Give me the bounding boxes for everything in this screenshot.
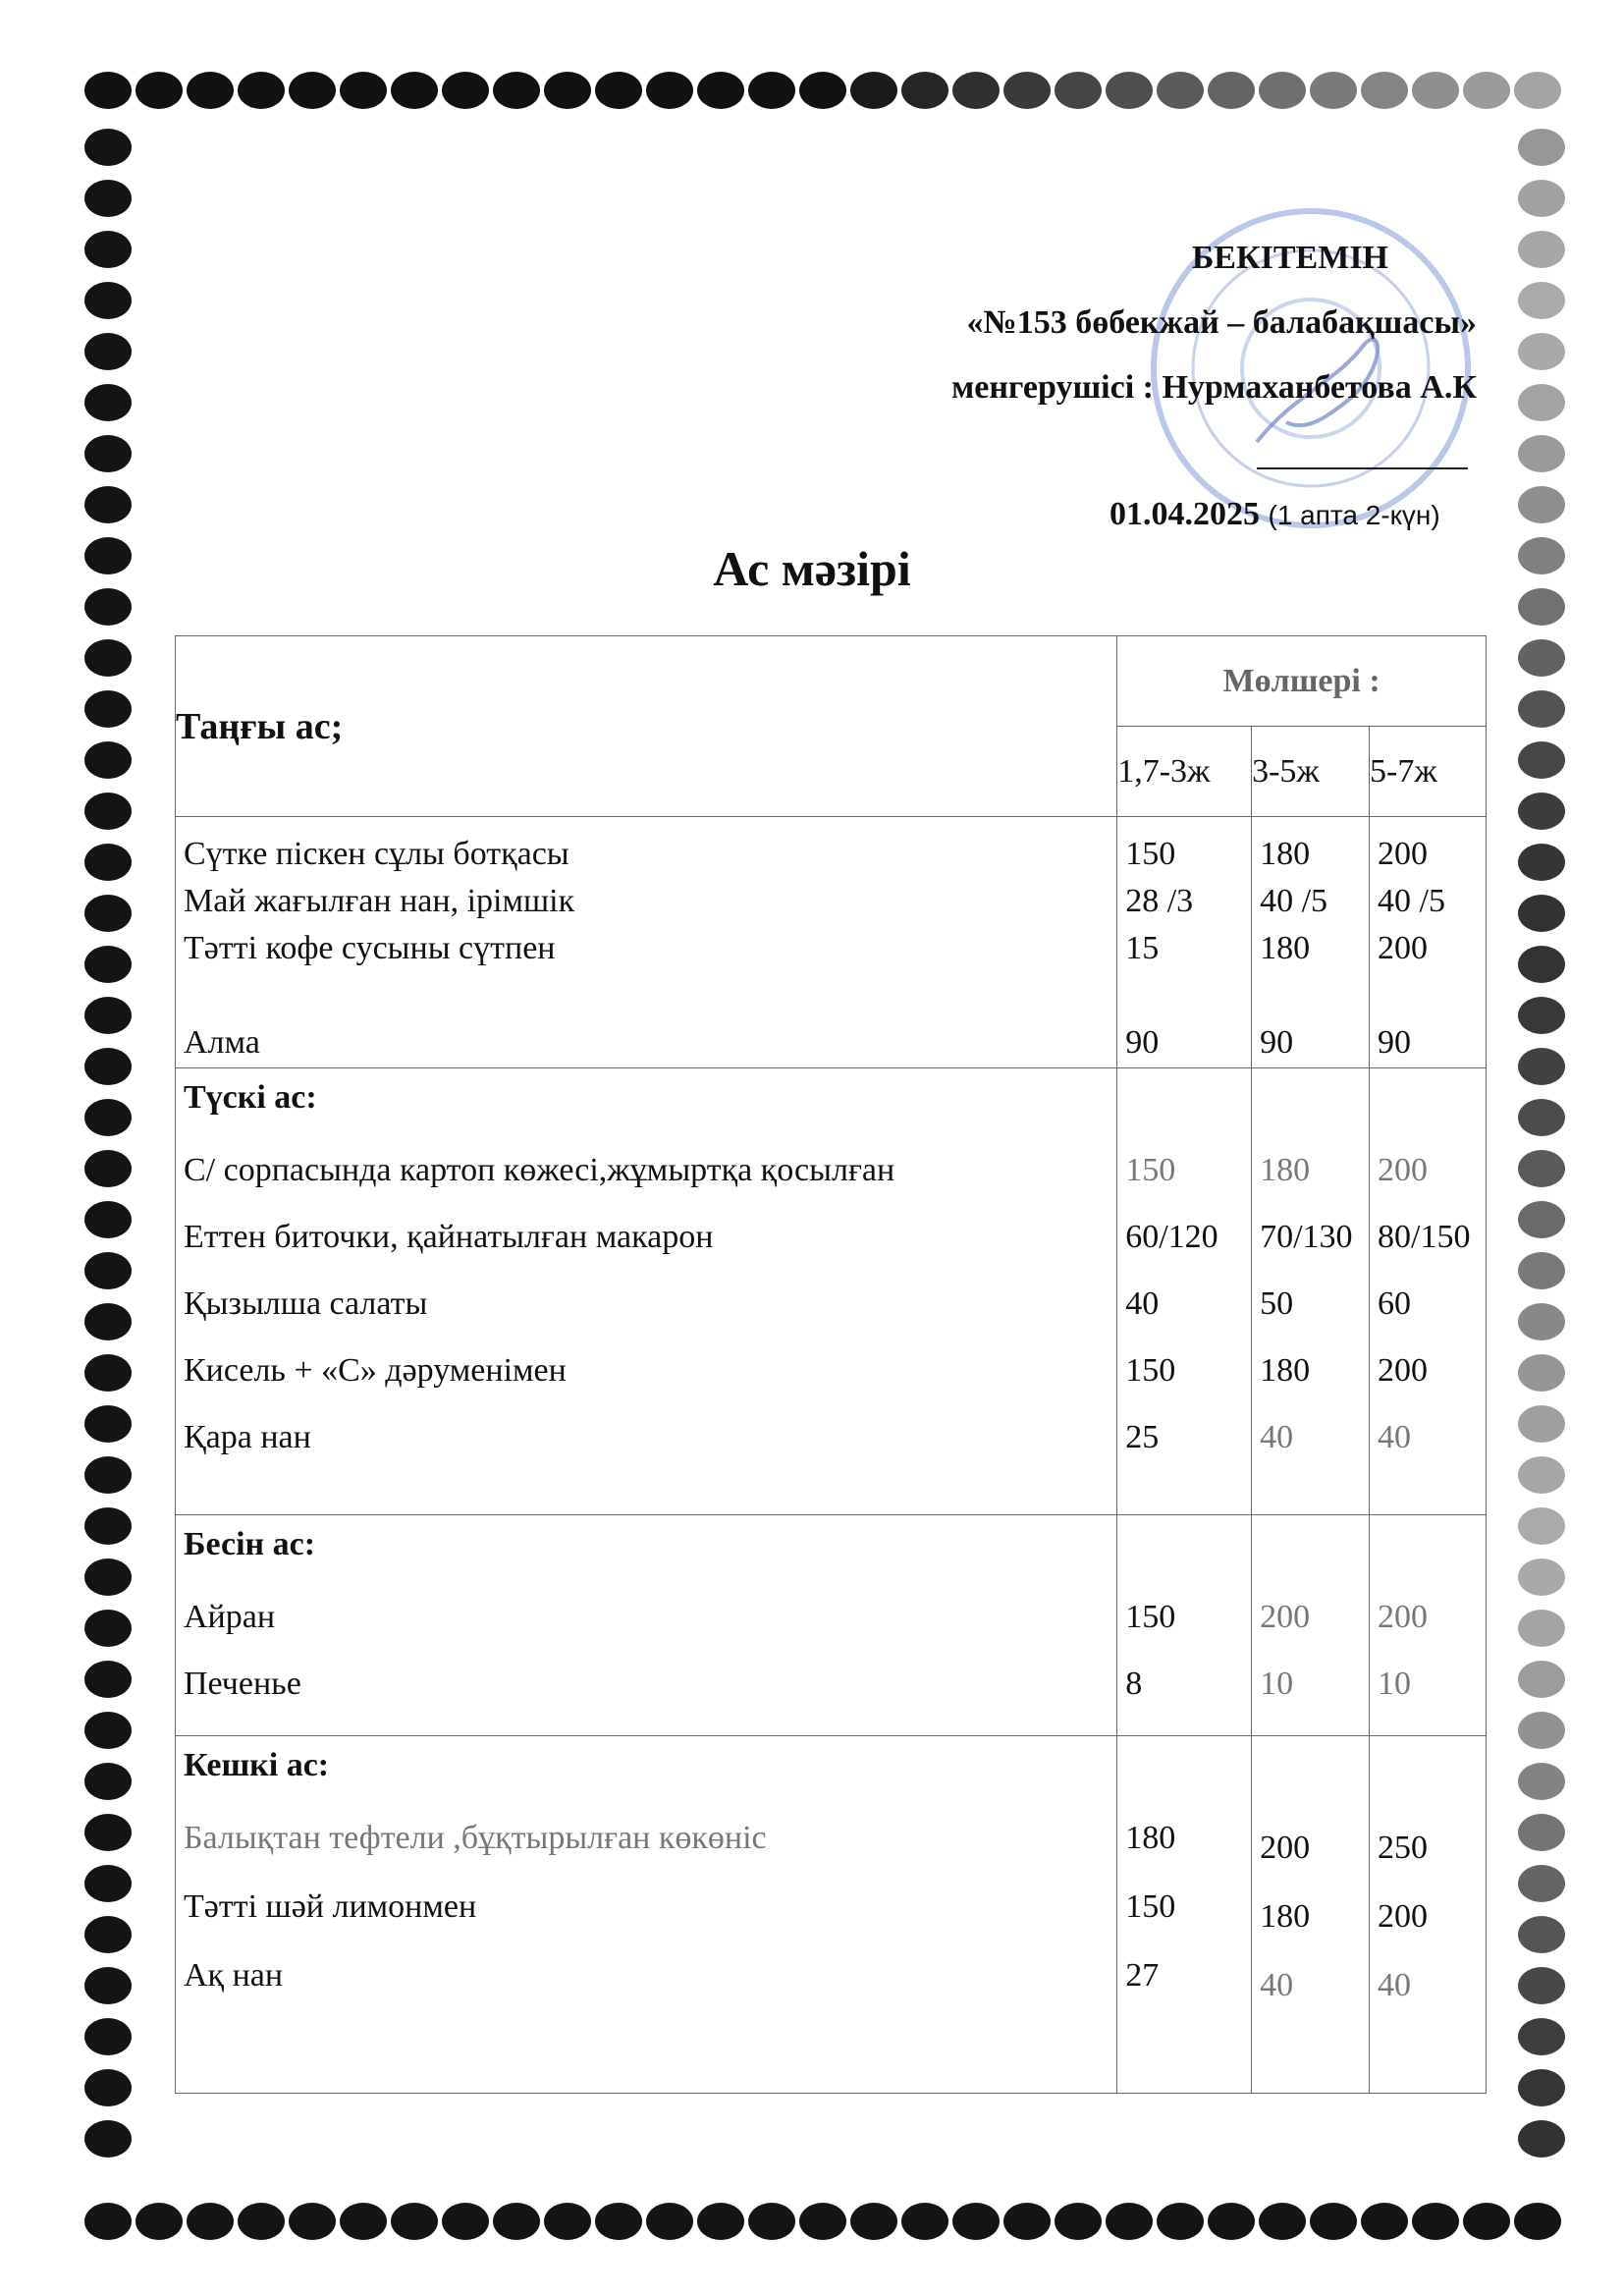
amount-cell: 200	[1378, 1352, 1429, 1389]
age-col-2: 3-5ж	[1252, 727, 1370, 817]
border-bead	[1259, 2203, 1306, 2240]
border-bead	[84, 1814, 132, 1851]
amount-cell: 25	[1125, 1419, 1160, 1455]
border-bead	[1518, 231, 1565, 268]
border-bead	[1518, 1201, 1565, 1238]
border-bead	[84, 844, 132, 881]
border-bead	[84, 1099, 132, 1136]
amount-cell: 60/120	[1125, 1219, 1218, 1255]
amount-cell: 10	[1260, 1666, 1294, 1702]
list-item: Печенье	[184, 1666, 301, 1702]
border-bead	[1361, 2203, 1408, 2240]
border-bead	[1518, 997, 1565, 1034]
snack-names	[176, 1515, 1117, 1736]
border-bead	[187, 72, 234, 109]
border-bead	[84, 129, 132, 166]
border-bead	[1412, 72, 1459, 109]
approval-date	[1110, 496, 1440, 533]
amount-cell: 200	[1378, 1599, 1429, 1635]
border-bead	[84, 1456, 132, 1494]
border-bead	[84, 1405, 132, 1443]
lunch-col-3	[1370, 1068, 1487, 1515]
list-item: Қызылша салаты	[184, 1285, 428, 1322]
border-bead	[84, 180, 132, 217]
list-item: Кисель + «С» дәруменімен	[184, 1352, 567, 1389]
amount-cell: 40	[1125, 1285, 1160, 1322]
amount-cell: 15	[1125, 930, 1160, 966]
border-bead	[187, 2203, 234, 2240]
amount-cell: 50	[1260, 1285, 1294, 1322]
amount-cell: 180	[1260, 930, 1311, 966]
border-bead	[84, 282, 132, 319]
border-bead	[289, 72, 336, 109]
border-bead	[84, 1150, 132, 1187]
border-bead	[84, 1865, 132, 1902]
border-bead	[84, 384, 132, 421]
border-bead	[84, 1252, 132, 1289]
amount-cell: 10	[1378, 1666, 1412, 1702]
breakfast-col-2	[1252, 817, 1370, 1068]
border-bead	[850, 2203, 897, 2240]
amount-cell: 40	[1260, 1419, 1294, 1455]
border-bead	[442, 72, 489, 109]
amount-cell: 200	[1260, 1599, 1311, 1635]
border-bead	[697, 72, 744, 109]
head-name: менгерушісі : Нурмаханбетова А.К	[951, 369, 1477, 406]
border-bead	[1208, 72, 1255, 109]
border-bead	[544, 72, 591, 109]
border-bead	[595, 2203, 642, 2240]
list-item: Алма	[184, 1024, 260, 1061]
border-bead	[1518, 895, 1565, 932]
page-title: Ас мәзірі	[713, 541, 911, 596]
border-bead	[84, 72, 132, 109]
border-bead	[84, 639, 132, 677]
border-bead	[84, 690, 132, 728]
border-bead	[952, 2203, 1000, 2240]
border-bead	[135, 2203, 183, 2240]
amount-cell: 60	[1378, 1285, 1412, 1322]
dinner-col-2	[1252, 1736, 1370, 2094]
border-bead	[1157, 2203, 1204, 2240]
list-item: Айран	[184, 1599, 276, 1635]
dinner-col-3	[1370, 1736, 1487, 2094]
border-bead	[84, 1558, 132, 1596]
border-bead	[493, 2203, 540, 2240]
border-bead	[84, 793, 132, 830]
border-bead	[901, 72, 948, 109]
amount-cell: 180	[1125, 1820, 1176, 1856]
amount-cell: 180	[1260, 1152, 1311, 1188]
amount-cell: 80/150	[1378, 1219, 1471, 1255]
border-bead	[1518, 844, 1565, 881]
amount-cell: 200	[1378, 1152, 1429, 1188]
amount-cell: 150	[1125, 1352, 1176, 1389]
lunch-names	[176, 1068, 1117, 1515]
age-col-3: 5-7ж	[1370, 727, 1487, 817]
border-bead	[84, 1610, 132, 1647]
border-bead	[646, 72, 693, 109]
border-bead	[238, 2203, 285, 2240]
border-bead	[1518, 435, 1565, 472]
list-item: Еттен биточки, қайнатылған макарон	[184, 1219, 714, 1255]
border-bead	[1518, 1763, 1565, 1800]
amount-cell: 200	[1378, 930, 1429, 966]
breakfast-col-1	[1117, 817, 1252, 1068]
border-bead	[1518, 1354, 1565, 1392]
border-bead	[84, 231, 132, 268]
border-bead	[1518, 1303, 1565, 1340]
list-item: Май жағылған нан, ірімшік	[184, 883, 575, 919]
border-bead	[84, 1303, 132, 1340]
border-bead	[84, 1201, 132, 1238]
snack-title: Бесін ас:	[184, 1526, 316, 1562]
list-item: С/ сорпасында картоп көжесі,жұмыртқа қосылған	[184, 1152, 895, 1188]
border-bead	[1518, 1661, 1565, 1698]
amount-cell: 90	[1260, 1024, 1294, 1061]
border-bead	[850, 72, 897, 109]
border-bead	[391, 72, 438, 109]
border-bead	[1208, 2203, 1255, 2240]
border-bead	[901, 2203, 948, 2240]
amount-cell: 40	[1378, 1967, 1412, 2003]
border-bead	[1518, 793, 1565, 830]
list-item: Ақ нан	[184, 1957, 284, 1994]
border-bead	[84, 1967, 132, 2004]
border-bead	[84, 895, 132, 932]
border-bead	[952, 72, 1000, 109]
amount-cell: 40	[1260, 1967, 1294, 2003]
border-bead	[1518, 1712, 1565, 1749]
list-item: Қара нан	[184, 1419, 311, 1455]
amount-cell: 150	[1125, 1888, 1176, 1925]
border-bead	[1518, 129, 1565, 166]
border-bead	[84, 1712, 132, 1749]
border-bead	[748, 2203, 795, 2240]
border-bead	[84, 2203, 132, 2240]
breakfast-title: Таңғы ас;	[176, 636, 1117, 817]
lunch-title: Түскі ас:	[184, 1079, 317, 1116]
amount-cell: 70/130	[1260, 1219, 1353, 1255]
amount-cell: 180	[1260, 836, 1311, 872]
border-bead	[84, 2120, 132, 2158]
border-bead	[84, 1661, 132, 1698]
border-bead	[1518, 946, 1565, 983]
dinner-col-1	[1117, 1736, 1252, 2094]
border-bead	[1514, 72, 1561, 109]
border-bead	[1259, 72, 1306, 109]
menu-table	[175, 635, 1487, 2094]
border-bead	[1514, 2203, 1561, 2240]
border-bead	[84, 435, 132, 472]
signature-line	[1257, 467, 1468, 469]
border-bead	[1361, 72, 1408, 109]
border-bead	[84, 1048, 132, 1085]
date-value: 01.04.2025	[1110, 496, 1260, 532]
border-bead	[1518, 1252, 1565, 1289]
breakfast-col-3	[1370, 817, 1487, 1068]
dinner-title: Кешкі ас:	[184, 1747, 330, 1783]
border-bead	[1463, 2203, 1510, 2240]
border-bead	[697, 2203, 744, 2240]
border-bead	[595, 72, 642, 109]
border-bead	[238, 72, 285, 109]
border-bead	[1463, 72, 1510, 109]
amount-cell: 180	[1260, 1898, 1311, 1935]
border-bead	[799, 2203, 846, 2240]
border-bead	[1518, 282, 1565, 319]
border-bead	[135, 72, 183, 109]
border-bead	[391, 2203, 438, 2240]
border-bead	[1055, 72, 1102, 109]
border-bead	[84, 333, 132, 370]
amount-cell: 90	[1125, 1024, 1160, 1061]
border-bead	[1518, 1865, 1565, 1902]
border-bead	[1518, 1150, 1565, 1187]
amount-cell: 40 /5	[1378, 883, 1445, 919]
border-bead	[1518, 1916, 1565, 1953]
border-bead	[1518, 333, 1565, 370]
border-bead	[1518, 486, 1565, 523]
border-bead	[1518, 1967, 1565, 2004]
border-bead	[1157, 72, 1204, 109]
border-bead	[1518, 1814, 1565, 1851]
amount-cell: 28 /3	[1125, 883, 1194, 919]
border-bead	[84, 2069, 132, 2106]
approval-block	[951, 226, 1477, 420]
lunch-col-2	[1252, 1068, 1370, 1515]
border-bead	[84, 1916, 132, 1953]
snack-col-2	[1252, 1515, 1370, 1736]
border-bead	[84, 486, 132, 523]
border-bead	[799, 72, 846, 109]
amount-cell: 200	[1378, 1898, 1429, 1935]
border-bead	[1518, 1099, 1565, 1136]
amount-cell: 200	[1378, 836, 1429, 872]
border-bead	[1518, 741, 1565, 779]
institution-name: «№153 бөбекжай – балабақшасы»	[966, 304, 1477, 341]
border-bead	[1106, 72, 1153, 109]
snack-col-1	[1117, 1515, 1252, 1736]
border-bead	[646, 2203, 693, 2240]
list-item: Сүтке піскен сұлы ботқасы	[184, 836, 569, 872]
border-bead	[1518, 180, 1565, 217]
amount-cell: 150	[1125, 1599, 1176, 1635]
list-item: Тәтті кофе сусыны сүтпен	[184, 930, 556, 966]
border-bead	[340, 2203, 387, 2240]
border-bead	[1310, 72, 1357, 109]
border-bead	[1518, 1610, 1565, 1647]
border-bead	[1055, 2203, 1102, 2240]
border-bead	[289, 2203, 336, 2240]
border-bead	[1518, 690, 1565, 728]
border-bead	[1518, 1048, 1565, 1085]
border-bead	[84, 741, 132, 779]
border-bead	[84, 946, 132, 983]
breakfast-names	[176, 817, 1117, 1068]
amount-cell: 200	[1260, 1830, 1311, 1866]
border-bead	[1518, 1456, 1565, 1494]
border-bead	[1518, 2120, 1565, 2158]
list-item: Тәтті шәй лимонмен	[184, 1888, 477, 1925]
amount-cell: 90	[1378, 1024, 1412, 1061]
list-item: Балықтан тефтели ,бұқтырылған көкөніс	[184, 1820, 767, 1856]
border-bead	[1003, 2203, 1051, 2240]
border-bead	[1518, 639, 1565, 677]
border-bead	[493, 72, 540, 109]
border-bead	[84, 997, 132, 1034]
amount-cell: 150	[1125, 836, 1176, 872]
age-col-1: 1,7-3ж	[1117, 727, 1252, 817]
amount-cell: 8	[1125, 1666, 1143, 1702]
border-bead	[1003, 72, 1051, 109]
border-bead	[442, 2203, 489, 2240]
border-bead	[1310, 2203, 1357, 2240]
border-bead	[1518, 2069, 1565, 2106]
amount-cell: 27	[1125, 1957, 1160, 1994]
border-bead	[1518, 384, 1565, 421]
border-bead	[84, 1354, 132, 1392]
border-bead	[340, 72, 387, 109]
border-bead	[544, 2203, 591, 2240]
border-bead	[1518, 1558, 1565, 1596]
snack-col-3	[1370, 1515, 1487, 1736]
amount-cell: 40	[1378, 1419, 1412, 1455]
amount-cell: 40 /5	[1260, 883, 1328, 919]
border-bead	[1518, 1507, 1565, 1545]
border-bead	[84, 2018, 132, 2055]
border-bead	[1518, 2018, 1565, 2055]
border-bead	[1106, 2203, 1153, 2240]
approval-title: БЕКІТЕМІН	[1191, 240, 1388, 276]
dinner-names	[176, 1736, 1117, 2094]
border-bead	[1412, 2203, 1459, 2240]
lunch-col-1	[1117, 1068, 1252, 1515]
amount-header: Мөлшері :	[1117, 636, 1487, 727]
date-note: (1 апта 2-күн)	[1268, 500, 1440, 530]
amount-cell: 150	[1125, 1152, 1176, 1188]
amount-cell: 250	[1378, 1830, 1429, 1866]
border-bead	[84, 1507, 132, 1545]
border-bead	[84, 1763, 132, 1800]
amount-cell: 180	[1260, 1352, 1311, 1389]
border-bead	[748, 72, 795, 109]
border-bead	[1518, 1405, 1565, 1443]
